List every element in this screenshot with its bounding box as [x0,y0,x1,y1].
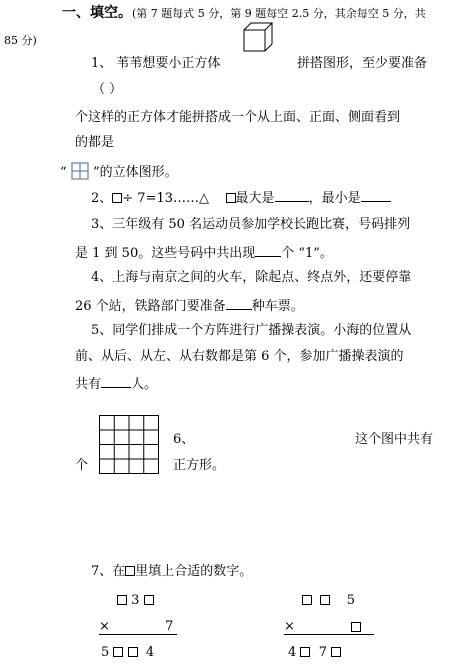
q5-line3 [75,375,157,393]
q1-line4 [60,162,178,181]
q7-left-row1 [117,593,154,609]
q7-right-box-2[interactable] [320,595,330,605]
q1-line1-a: 1、 苇苇想要小正方体 [91,56,221,71]
q1-quote-open: “ [60,165,67,180]
q2-min-label: ，最小是 [308,191,361,206]
q2-num: 2、 [91,191,113,206]
q3-text-a: 是 1 到 50。这些号码中共出现 [75,246,256,261]
q7-left-rule [99,634,177,635]
q1-line2: 个这样的正方体才能拼搭成一个从上面、正面、侧面看到 [75,110,401,125]
q4-line1: 4、上海与南京之间的火车，除起点、终点外，还要停靠 [91,270,412,285]
q7-right-res-4: 4 [288,645,297,660]
q5-text-a: 共有 [75,377,102,392]
cube-icon [242,21,274,53]
grid-2x2-icon [71,162,89,180]
q7-right-digit-5: 5 [346,593,356,608]
q7-right-box-1[interactable] [302,595,312,605]
q4-text-b: 种车票。 [251,299,304,314]
q2-blank-box[interactable] [112,193,122,203]
q5-text-b: 人。 [131,377,158,392]
q7-right-rule [284,634,374,635]
q7-right-box-5[interactable] [331,647,341,657]
section-title: 一、填空。 [62,5,132,21]
q7-left-factor: 7 [165,619,174,634]
q6-pre: 个 [75,458,89,473]
q7-title-box [125,566,135,576]
square-grid-figure [99,415,159,474]
section-heading [62,5,426,22]
q3-line2 [75,244,333,262]
q7-right-row1 [302,593,355,609]
q2-box-label [226,193,236,203]
q7-right-box-4[interactable] [300,647,310,657]
q2-equation: ÷ 7=13……△ [122,191,210,206]
q7-left-box-3[interactable] [113,647,123,657]
q7-title-b: 里填上合适的数字。 [135,564,253,579]
q1-answer-paren[interactable]: （ ） [92,82,123,97]
q4-blank[interactable] [226,297,252,310]
q6-text-a: 这个图中共有 [355,432,434,447]
q6-num: 6、 [173,432,195,447]
q1-quote-close: ”的立体图形。 [92,165,178,180]
q7-right-res-7: 7 [318,645,327,660]
q7-left-box-2[interactable] [144,595,154,605]
q2-line [91,189,391,207]
q4-line2 [75,297,304,315]
q7-right-mult-sign: × [284,619,295,634]
q7-right-box-3[interactable] [351,622,361,632]
q5-blank[interactable] [101,375,131,388]
q7-left-digit-3: 3 [131,593,140,608]
q5-line1: 5、同学们排成一个方阵进行广播操表演。小海的位置从 [91,323,412,338]
q7-left-res-4: 4 [145,645,155,660]
q1-line1-b: 拼搭图形，至少要准备 [297,56,428,71]
q2-max-label: 最大是 [235,191,275,206]
q7-left-result [101,645,154,661]
q3-line1: 3、三年级有 50 名运动员参加学校长跑比赛，号码排列 [91,217,411,232]
q7-left-box-4[interactable] [128,647,138,657]
q7-left-res-5: 5 [101,645,110,660]
q6-text-b: 正方形。 [173,458,226,473]
q4-text-a: 26 个站，铁路部门要准备 [75,299,226,314]
q2-max-blank[interactable] [275,189,309,202]
q1-line3: 的都是 [75,135,115,150]
q7-title [91,564,252,580]
section-note-end: 85 分) [4,34,37,47]
q2-min-blank[interactable] [361,189,391,202]
q3-blank[interactable] [255,244,281,257]
q7-left-mult-sign: × [99,619,110,634]
q5-line2: 前、从后、从左、从右数都是第 6 个，参加广播操表演的 [75,349,404,364]
section-note: (第 7 题每式 5 分，第 9 题每空 2.5 分，其余每空 5 分，共 [132,7,426,20]
q7-title-a: 7、在 [91,564,126,579]
q7-right-result [288,645,341,661]
q7-left-box-1[interactable] [117,595,127,605]
q3-text-b: 个 “1”。 [281,246,333,261]
